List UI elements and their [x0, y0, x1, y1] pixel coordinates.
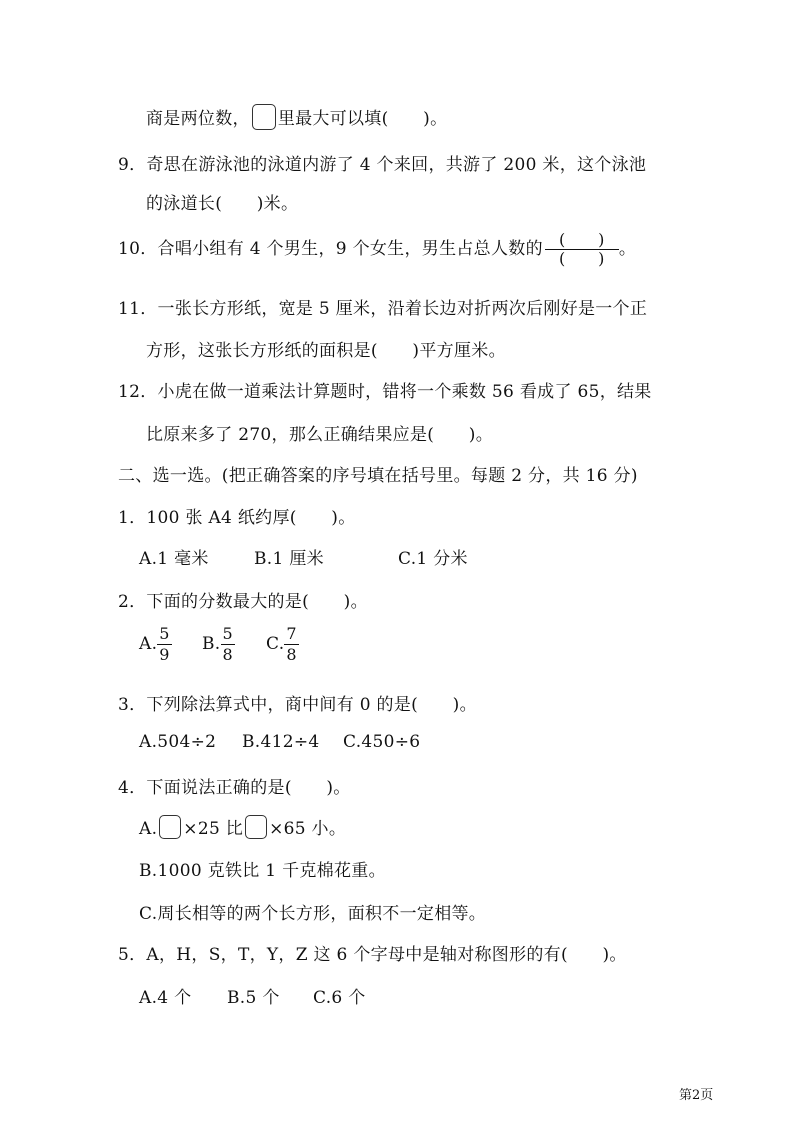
fraction-denominator-blank: ( )	[559, 249, 605, 268]
choice-question-4: 4．下面说法正确的是( )。	[118, 778, 351, 798]
answer-fraction	[545, 231, 619, 268]
question-12-line-2: 比原来多了 270，那么正确结果应是( )。	[146, 425, 494, 445]
choice-2-option-c	[266, 626, 299, 663]
question-10-text: 10．合唱小组有 4 个男生，9 个女生，男生占总人数的	[118, 239, 543, 259]
choice-2-option-b	[202, 626, 235, 663]
question-10	[118, 231, 636, 268]
fraction-a-denominator: 9	[159, 645, 170, 664]
fraction-a	[157, 626, 171, 663]
question-10-end: 。	[618, 239, 637, 259]
q8-continuation	[146, 104, 447, 130]
blank-box	[159, 815, 181, 839]
choice-3-option-b: B.412÷4	[242, 732, 320, 752]
fraction-a-numerator: 5	[159, 624, 170, 643]
choice-question-3: 3．下列除法算式中，商中间有 0 的是( )。	[118, 695, 477, 715]
choice-4-option-c: C.周长相等的两个长方形，面积不一定相等。	[139, 904, 487, 924]
q8-text-start: 商是两位数，	[146, 109, 250, 129]
section-2-heading: 二、选一选。(把正确答案的序号填在括号里。每题 2 分，共 16 分)	[118, 466, 638, 486]
choice-1-option-c: C.1 分米	[398, 549, 468, 569]
question-9-line-1: 9．奇思在游泳池的泳道内游了 4 个来回，共游了 200 米，这个泳池	[118, 155, 647, 175]
question-11-line-2: 方形，这张长方形纸的面积是( )平方厘米。	[146, 341, 506, 361]
choice-2-option-a	[139, 626, 172, 663]
fraction-c-numerator: 7	[286, 624, 297, 643]
choice-5-option-b: B.5 个	[227, 988, 280, 1008]
choice-4-option-a	[139, 814, 346, 839]
choice-question-5: 5．A，H，S，T，Y，Z 这 6 个字母中是轴对称图形的有( )。	[118, 945, 627, 965]
blank-box	[252, 104, 276, 130]
fraction-c	[284, 626, 298, 663]
fraction-b-denominator: 8	[222, 645, 233, 664]
question-9-line-2: 的泳道长( )米。	[146, 194, 299, 214]
choice-1-option-b: B.1 厘米	[254, 549, 324, 569]
choice-1-option-a: A.1 毫米	[139, 549, 209, 569]
option-a-middle: ×25 比	[183, 819, 244, 839]
option-a-prefix: A.	[139, 819, 158, 839]
choice-question-1: 1．100 张 A4 纸约厚( )。	[118, 508, 356, 528]
option-c-label: C.	[266, 634, 285, 654]
choice-3-option-c: C.450÷6	[343, 732, 421, 752]
blank-box	[245, 815, 267, 839]
choice-5-option-a: A.4 个	[139, 988, 192, 1008]
question-11-line-1: 11．一张长方形纸，宽是 5 厘米，沿着长边对折两次后刚好是一个正	[118, 299, 648, 319]
choice-3-option-a: A.504÷2	[139, 732, 217, 752]
option-a-suffix: ×65 小。	[269, 819, 347, 839]
fraction-c-denominator: 8	[286, 645, 297, 664]
q8-text-end: 里最大可以填( )。	[277, 109, 448, 129]
fraction-b	[221, 626, 235, 663]
fraction-numerator-blank: ( )	[559, 230, 605, 249]
option-a-label: A.	[139, 634, 158, 654]
choice-4-option-b: B.1000 克铁比 1 千克棉花重。	[139, 861, 386, 881]
choice-question-2: 2．下面的分数最大的是( )。	[118, 592, 368, 612]
question-12-line-1: 12．小虎在做一道乘法计算题时，错将一个乘数 56 看成了 65，结果	[118, 382, 652, 402]
choice-5-option-c: C.6 个	[313, 988, 366, 1008]
option-b-label: B.	[202, 634, 221, 654]
fraction-b-numerator: 5	[222, 624, 233, 643]
page-number: 第2页	[679, 1088, 714, 1103]
